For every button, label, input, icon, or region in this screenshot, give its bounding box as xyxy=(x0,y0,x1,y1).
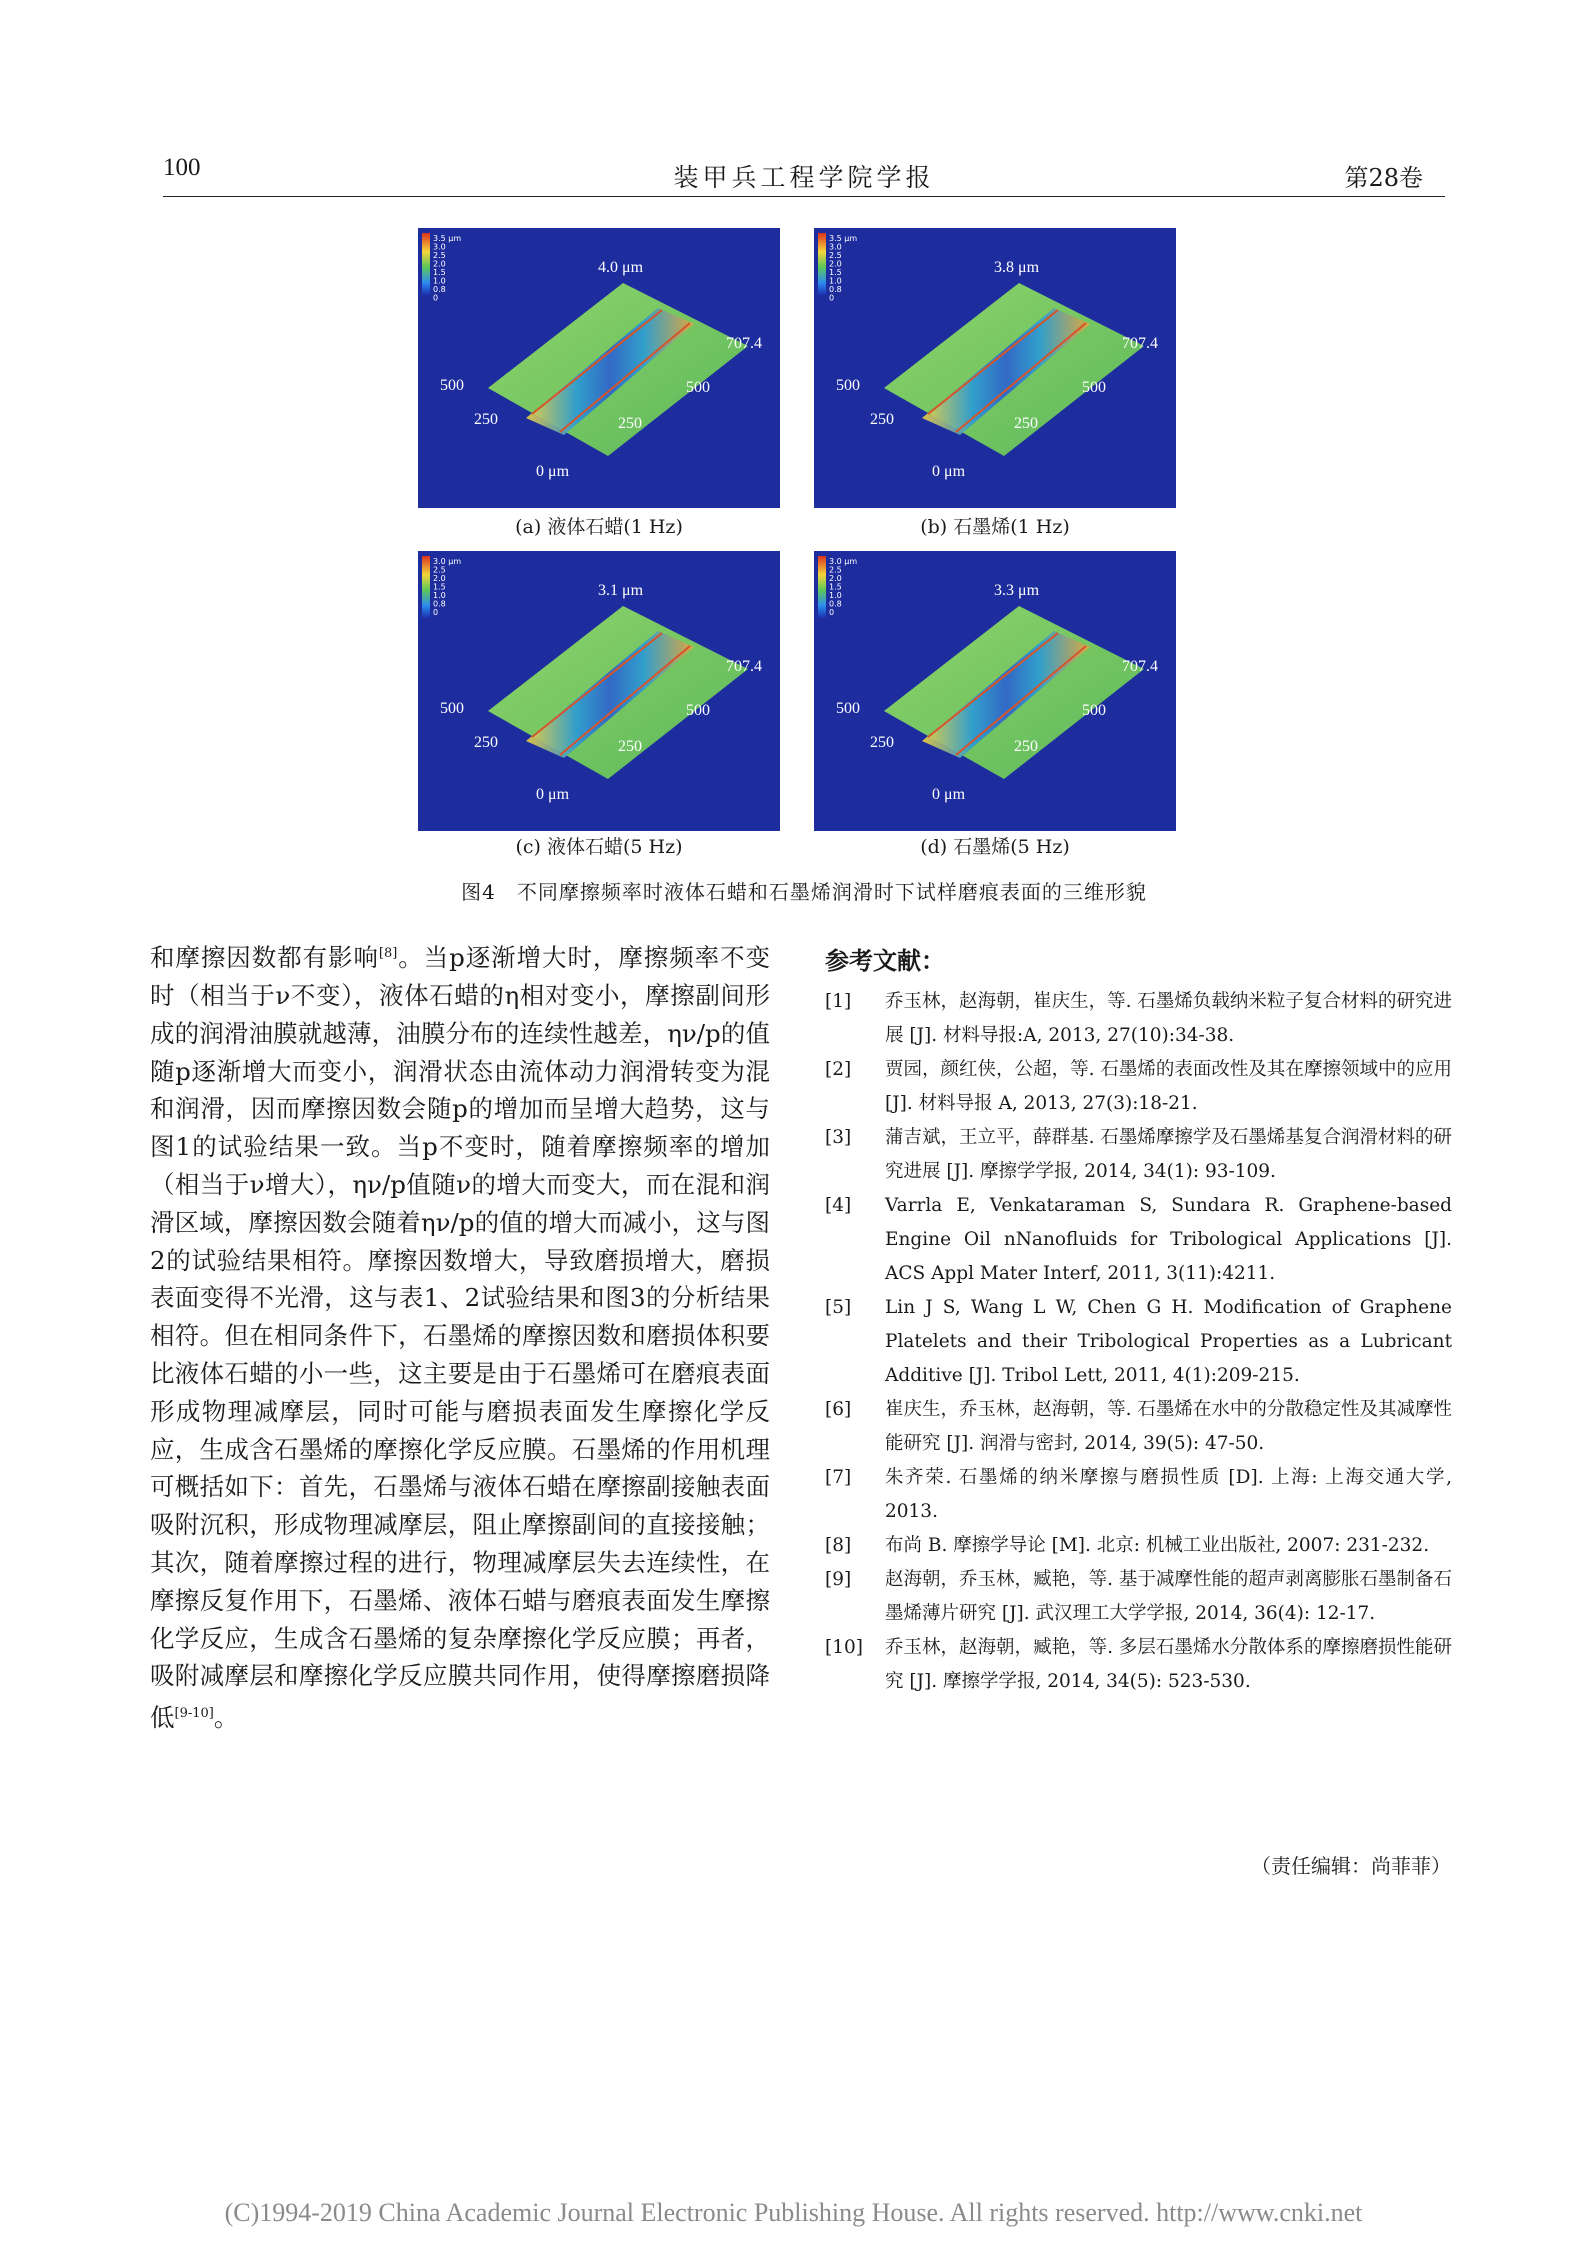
scale-label: 1.5 xyxy=(433,582,446,592)
figure-panel-d xyxy=(814,551,1176,831)
panel-caption-d: (d) 石墨烯(5 Hz) xyxy=(920,836,1070,858)
reference-item xyxy=(825,1529,1452,1563)
color-scale-bar xyxy=(818,233,826,295)
axis-label-707: 707.4 xyxy=(1122,658,1158,675)
reference-number: [7] xyxy=(825,1467,852,1488)
reference-text: 赵海朝，乔玉林，臧艳，等. 基于减摩性能的超声剥离膨胀石墨制备石墨烯薄片研究 [J]. 武汉理工大学学报, 2014, 36(4): 12-17. xyxy=(885,1569,1452,1624)
axis-label-500-left: 500 xyxy=(440,700,464,717)
body-sentence-1: 和摩擦因数都有影响 xyxy=(150,943,379,973)
height-label: 3.8 μm xyxy=(994,259,1040,276)
axis-label-250-left: 250 xyxy=(870,734,894,751)
reference-text: Lin J S, Wang L W, Chen G H. Modification of Graphene Platelets and their Tribological Properties as a Lubricant Additive [J]. Tribol Lett, 2011, 4(1):209-215. xyxy=(885,1297,1452,1386)
axis-label-500-right: 500 xyxy=(1082,379,1106,396)
scale-label: 2.0 xyxy=(829,574,842,583)
scale-label: 1.0 xyxy=(433,591,446,600)
body-text xyxy=(150,935,770,1737)
scale-label: 2.5 xyxy=(433,565,446,575)
reference-number: [2] xyxy=(825,1059,852,1080)
scale-label: 1.5 xyxy=(829,268,842,277)
scale-label: 3.0 μm xyxy=(433,557,462,566)
scale-label: 2.0 xyxy=(433,574,446,583)
axis-label-zero: 0 μm xyxy=(536,786,570,803)
citation-9-10: [9-10] xyxy=(174,1706,214,1722)
scale-label: 0.8 xyxy=(433,599,446,609)
scale-label: 1.0 xyxy=(433,276,446,286)
reference-text: 崔庆生，乔玉林，赵海朝，等. 石墨烯在水中的分散稳定性及其减摩性能研究 [J]. 润滑与密封, 2014, 39(5): 47-50. xyxy=(885,1399,1452,1454)
scale-label: 0.8 xyxy=(433,285,446,294)
axis-label-250-right: 250 xyxy=(618,415,642,432)
axis-label-zero: 0 μm xyxy=(536,463,570,480)
scale-label: 2.5 xyxy=(433,251,446,260)
scale-label: 2.5 xyxy=(829,565,842,575)
references-title: 参考文献： xyxy=(825,946,945,975)
reference-number: [10] xyxy=(825,1637,863,1658)
axis-label-zero: 0 μm xyxy=(932,463,966,480)
copyright-footer: (C)1994-2019 China Academic Journal Electronic Publishing House. All rights reserved. http://www.cnki.net xyxy=(224,2198,1363,2227)
axis-label-500-right: 500 xyxy=(1082,702,1106,719)
reference-text: 朱齐荣. 石墨烯的纳米摩擦与磨损性质 [D]. 上海: 上海交通大学, 2013. xyxy=(885,1467,1452,1522)
reference-text: 乔玉林，赵海朝，崔庆生，等. 石墨烯负载纳米粒子复合材料的研究进展 [J]. 材料导报:A, 2013, 27(10):34-38. xyxy=(885,991,1452,1046)
height-label: 3.3 μm xyxy=(994,582,1040,599)
scale-label: 3.0 xyxy=(829,242,842,252)
reference-number: [9] xyxy=(825,1569,852,1590)
panel-caption-b: (b) 石墨烯(1 Hz) xyxy=(920,516,1070,538)
reference-text: 蒲吉斌，王立平，薛群基. 石墨烯摩擦学及石墨烯基复合润滑材料的研究进展 [J]. 摩擦学学报, 2014, 34(1): 93-109. xyxy=(885,1127,1452,1182)
height-label: 3.1 μm xyxy=(598,582,644,599)
axis-label-250-left: 250 xyxy=(474,734,498,751)
reference-text: 乔玉林，赵海朝，臧艳，等. 多层石墨烯水分散体系的摩擦磨损性能研究 [J]. 摩擦学学报, 2014, 34(5): 523-530. xyxy=(885,1637,1452,1692)
reference-text: Varrla E, Venkataraman S, Sundara R. Graphene-based Engine Oil nNanofluids for Tribological Applications [J]. ACS Appl Mater Interf, 2011, 3(11):4211. xyxy=(885,1195,1452,1284)
panel-caption-c: (c) 液体石蜡(5 Hz) xyxy=(515,836,683,858)
reference-item xyxy=(825,1053,1452,1121)
height-label: 4.0 μm xyxy=(598,259,644,276)
scale-label: 2.0 xyxy=(433,259,446,269)
axis-label-500-left: 500 xyxy=(836,377,860,394)
reference-item xyxy=(825,1291,1452,1393)
reference-text: 贾园，颜红侠，公超，等. 石墨烯的表面改性及其在摩擦领域中的应用 [J]. 材料导报 A, 2013, 27(3):18-21. xyxy=(885,1059,1452,1114)
reference-item xyxy=(825,1461,1452,1529)
scale-label: 3.0 μm xyxy=(829,557,858,566)
axis-label-500-right: 500 xyxy=(686,702,710,719)
references-list xyxy=(825,985,1452,1699)
axis-label-250-right: 250 xyxy=(1014,738,1038,755)
volume-label: 第28卷 xyxy=(1344,164,1423,192)
color-scale-bar xyxy=(422,233,430,295)
scale-label: 0 xyxy=(829,608,835,617)
reference-number: [1] xyxy=(825,991,852,1012)
axis-label-707: 707.4 xyxy=(1122,335,1158,352)
scale-label: 3.0 xyxy=(433,242,446,252)
panel-caption-a: (a) 液体石蜡(1 Hz) xyxy=(515,516,683,538)
figure-panel-c xyxy=(418,551,780,831)
axis-label-250-left: 250 xyxy=(870,411,894,428)
running-header xyxy=(163,150,1445,197)
scale-label: 1.0 xyxy=(829,591,842,600)
axis-label-250-right: 250 xyxy=(618,738,642,755)
figure-caption: 图4 不同摩擦频率时液体石蜡和石墨烯润滑时下试样磨痕表面的三维形貌 xyxy=(461,880,1147,904)
scale-label: 0.8 xyxy=(829,285,842,294)
scale-label: 0.8 xyxy=(829,599,842,609)
axis-label-250-left: 250 xyxy=(474,411,498,428)
axis-label-500-left: 500 xyxy=(440,377,464,394)
page-number: 100 xyxy=(163,154,201,181)
reference-item xyxy=(825,1121,1452,1189)
scale-label: 3.5 μm xyxy=(433,234,462,243)
editor-note: （责任编辑：尚菲菲） xyxy=(1251,1854,1451,1878)
reference-item xyxy=(825,1393,1452,1461)
scale-label: 1.0 xyxy=(829,276,842,286)
reference-item xyxy=(825,1189,1452,1291)
reference-number: [8] xyxy=(825,1535,852,1556)
axis-label-500-left: 500 xyxy=(836,700,860,717)
axis-label-707: 707.4 xyxy=(726,658,762,675)
scale-label: 2.5 xyxy=(829,251,842,260)
reference-item xyxy=(825,985,1452,1053)
axis-label-500-right: 500 xyxy=(686,379,710,396)
body-sentence-2: 。当p逐渐增大时，摩擦频率不变时（相当于ν不变），液体石蜡的η相对变小，摩擦副间形成的润滑油膜就越薄，油膜分布的连续性越差，ην/p的值随p逐渐增大而变小，润滑状态由流体动力润滑转变为混和润滑，因而摩擦因数会随p的增加而呈增大趋势，这与图1的试验结果一致。当p不变时，随着摩擦频率的增加（相当于ν增大），ην/p值随ν的增大而变大，而在混和润滑区域，摩擦因数会随着ην/p的值的增大而减小，这与图2的试验结果相符。摩擦因数增大，导致磨损增大，磨损表面变得不光滑，这与表1、2试验结果和图3的分析结果相符。但在相同条件下，石墨烯的摩擦因数和磨损体积要比液体石蜡的小一些，这主要是由于石墨烯可在磨痕表面形成物理减摩层，同时可能与磨损表面发生摩擦化学反应，生成含石墨烯的摩擦化学反应膜。石墨烯的作用机理可概括如下：首先，石墨烯与液体石蜡在摩擦副接触表面吸附沉积，形成物理减摩层，阻止摩擦副间的直接接触；其次，随着摩擦过程的进行，物理减摩层失去连续性，在摩擦反复作用下，石墨烯、液体石蜡与磨痕表面发生摩擦化学反应，生成含石墨烯的复杂摩擦化学反应膜；再者，吸附减摩层和摩擦化学反应膜共同作用，使得摩擦磨损降低 xyxy=(150,943,771,1733)
scale-label: 0 xyxy=(433,293,439,303)
figure-panel-b xyxy=(814,228,1176,508)
reference-number: [6] xyxy=(825,1399,852,1420)
reference-number: [5] xyxy=(825,1297,852,1318)
body-paragraph xyxy=(150,935,770,1737)
color-scale-bar xyxy=(818,556,826,618)
color-scale-bar xyxy=(422,556,430,618)
reference-number: [3] xyxy=(825,1127,852,1148)
scale-label: 1.5 xyxy=(433,268,446,277)
scale-label: 0 xyxy=(829,293,835,303)
body-sentence-3: 。 xyxy=(213,1703,239,1733)
reference-item xyxy=(825,1631,1452,1699)
scale-label: 0 xyxy=(433,608,439,617)
reference-number: [4] xyxy=(825,1195,852,1216)
scale-label: 2.0 xyxy=(829,259,842,269)
citation-8: [8] xyxy=(378,946,398,961)
figure-panel-a xyxy=(418,228,780,508)
axis-label-250-right: 250 xyxy=(1014,415,1038,432)
scale-label: 3.5 μm xyxy=(829,234,858,243)
reference-item xyxy=(825,1563,1452,1631)
reference-text: 布尚 B. 摩擦学导论 [M]. 北京: 机械工业出版社, 2007: 231-232. xyxy=(885,1535,1430,1556)
axis-label-707: 707.4 xyxy=(726,335,762,352)
scale-label: 1.5 xyxy=(829,582,842,592)
axis-label-zero: 0 μm xyxy=(932,786,966,803)
journal-title: 装甲兵工程学院学报 xyxy=(673,163,935,192)
